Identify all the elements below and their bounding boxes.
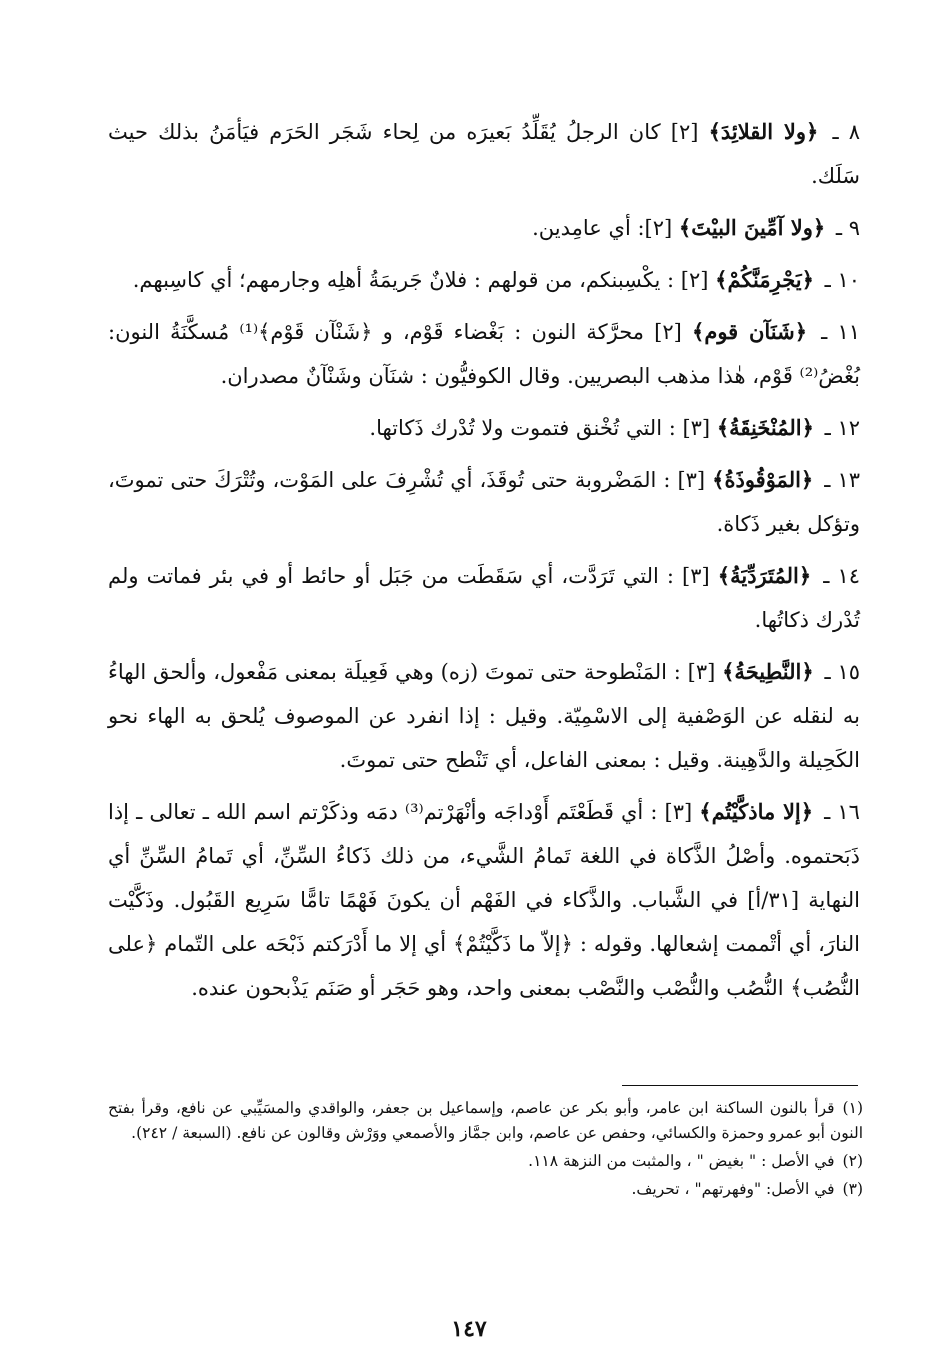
- footnotes: [108, 1096, 863, 1205]
- gloss-entry-14: [108, 554, 860, 642]
- entry-number: ١٦ ـ: [824, 800, 860, 824]
- gloss-entry-11: [108, 310, 860, 398]
- entry-number: ١٣ ـ: [824, 468, 860, 492]
- footnote-text: في الأصل : " بغيض " ، والمثبت من النزهة ١١٨.: [528, 1152, 835, 1170]
- footnote-text: قرأ بالنون الساكنة ابن عامر، وأبو بكر عن عاصم، وإسماعيل بن جعفر، والواقدي والمسَيِّبي عن نافع، وقرأ بفتح النون أبو عمرو وحمزة والكسائي، وحفص عن عاصم، وابن جمَّاز والأصمعي ووَرْش وقالون عن نافع. (السبعة / ٢٤٢).: [108, 1099, 863, 1142]
- entry-text: [٢] : يكْسِبنكم، من قولهم : فلانٌ جَريمَةُ أهلِه وجارمهم؛ أي كاسِبهم.: [132, 268, 709, 292]
- gloss-entry-16: [108, 790, 860, 1010]
- footnote-number: (٣): [842, 1180, 863, 1198]
- quran-term: ﴿النَّطِيحَةُ﴾: [722, 659, 814, 684]
- entry-number: ١٤ ـ: [823, 564, 860, 588]
- entry-text: [٣] : المَضْروبة حتى تُوقَذَ، أي تُشْرِفَ على المَوْت، وتُتْرَكَ حتى تموتَ، وتؤكل بغير ذَكاة.: [108, 468, 860, 536]
- entry-number: ١٢ ـ: [824, 416, 860, 440]
- page-body: [108, 110, 860, 1018]
- quran-term: ﴿المَوْقُوذَةُ﴾: [712, 467, 814, 492]
- footnote-2: [108, 1149, 863, 1174]
- gloss-entry-9: [108, 206, 860, 250]
- entry-number: ١١ ـ: [821, 320, 861, 344]
- quran-term: ﴿ولا القلائِدَ﴾: [708, 119, 819, 144]
- footnote-text: في الأصل: "وفهرتهم" ، تحريف.: [631, 1180, 835, 1198]
- footnote-1: [108, 1096, 863, 1146]
- entry-text: [٣] : المَنْطوحة حتى تموتَ (زه) وهي فَعِيلَة بمعنى مَفْعول، وألحق الهاءُ به لنقله عن الوَصْفية إلى الاسْمِيّة. وقيل : إذا انفرد عن الموصوف يُلحق به الهاء نحو الكَحِيلة والدَّهِينة. وقيل : بمعنى الفاعل، أي تَنْطح حتى تموتَ.: [108, 660, 860, 772]
- footnote-divider: [622, 1085, 858, 1086]
- entry-number: ٨ ـ: [832, 120, 861, 144]
- entry-number: ٩ ـ: [835, 216, 860, 240]
- quran-term: ﴿شَنَآن قوم﴾: [692, 319, 808, 344]
- gloss-entry-10: [108, 258, 860, 302]
- footnote-number: (٢): [842, 1152, 863, 1170]
- entry-number: ١٥ ـ: [824, 660, 860, 684]
- quran-term: ﴿المُتَرَدِّيَةُ﴾: [717, 563, 812, 588]
- quran-term: ﴿إلا ماذكَّيْتُم﴾: [699, 799, 814, 824]
- entry-text: [٣] : أي قَطَعْتَم أَوْداجَه وأنْهَرْتم⁽³⁾ دمَه وذكَرْتم اسم الله ـ تعالى ـ إذا ذَبَحتموه. وأصْلُ الذَّكاة في اللغة تَمامُ الشَّيء، من ذلك ذَكاءُ السِّنِّ، أي تَمامُ السِّنِّ أي النهاية [٣١/أ] في الشَّباب. والذَّكاء في الفَهْم أن يكونَ فَهْمًا تامًّا سَرِيع القَبُول. وذَكَّيْت النارَ، أي أتْممت إشعالها. وقوله : ﴿إلاّ ما ذَكَّيْتُمْ﴾ أي إلا ما أَدْرَكتم ذَبْحَه على التّمام ﴿على النُّصُب﴾ النُّصُب والنُّصْب والنَّصْب بمعنى واحد، وهو حَجَر أو صَنَم يَذْبحون عنده.: [108, 800, 861, 1000]
- entry-text: [٣] : التي تَرَدَّت، أي سَقَطَت من جَبَل أو حائط أو في بئر فماتت ولم تُدْرك ذكاتُها.: [108, 564, 860, 632]
- footnote-number: (١): [842, 1099, 863, 1117]
- entry-text: [٢] كان الرجلُ يُقَلِّدُ بَعيرَه من لِحاء شَجَر الحَرَم فيَأمَنُ بذلك حيث سَلَك.: [108, 120, 860, 188]
- gloss-entry-13: [108, 458, 860, 546]
- entry-text: [٣] : التي تُخْنق فتموت ولا تُدْرك ذَكاتها.: [369, 416, 711, 440]
- entry-text: [٢] محرَّكة النون : بَغْضاء قَوْم، و ﴿شَنْآن قَوْم﴾⁽¹⁾ مُسكَّنَةُ النون: بُغْضُ⁽²⁾ قَوْم، هٰذا مذهب البصريين. وقال الكوفيُّون : شنَآن وشَنْآنٌ مصدران.: [108, 320, 860, 388]
- page-number: ١٤٧: [451, 1316, 487, 1342]
- gloss-entry-12: [108, 406, 860, 450]
- quran-term: ﴿المُنْخَنِقَةُ﴾: [716, 415, 814, 440]
- quran-term: ﴿يَجْرِمَنَّكُمْ﴾: [715, 267, 814, 292]
- gloss-entry-15: [108, 650, 860, 782]
- entry-number: ١٠ ـ: [824, 268, 860, 292]
- entry-text: [٢]: أي عامِدين.: [532, 216, 673, 240]
- footnote-3: [108, 1177, 863, 1202]
- quran-term: ﴿ولا آمِّينَ البيْتَ﴾: [678, 215, 826, 240]
- gloss-entry-8: [108, 110, 860, 198]
